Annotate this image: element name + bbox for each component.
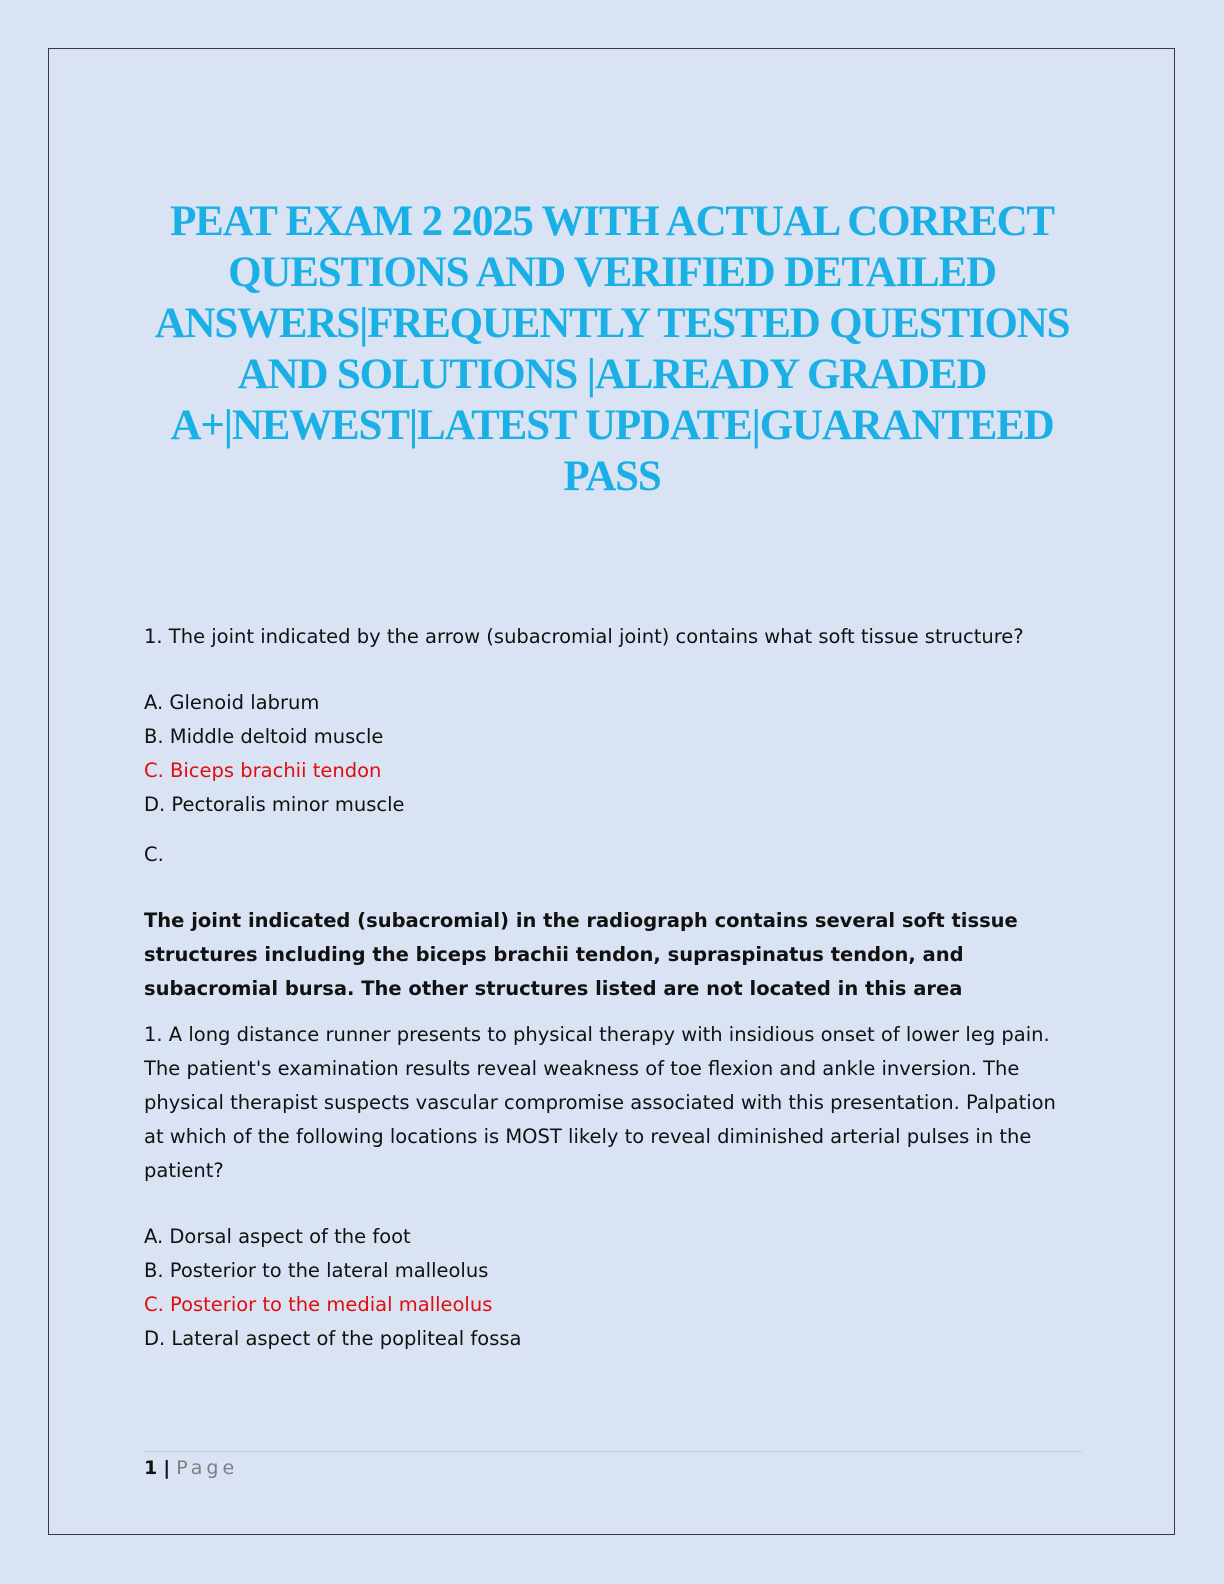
page-number: 1 (144, 1457, 158, 1479)
footer-divider (144, 1451, 1082, 1452)
page-label: Page (176, 1457, 239, 1479)
page-footer (144, 1454, 238, 1482)
question-2-options (144, 1220, 1084, 1356)
question-1 (144, 620, 1084, 1006)
question-1-option-b: B. Middle deltoid muscle (144, 725, 384, 748)
footer-separator: | (163, 1457, 171, 1479)
document-title: PEAT EXAM 2 2025 WITH ACTUAL CORRECT QUESTIONS AND VERIFIED DETAILED ANSWERS|FREQUENTLY TESTED QUESTIONS AND SOLUTIONS |ALREADY GRADED A+|NEWEST|LATEST UPDATE|GUARANTEED PASS (154, 198, 1070, 500)
question-1-option-d: D. Pectoralis minor muscle (144, 793, 405, 816)
question-2-option-a: A. Dorsal aspect of the foot (144, 1225, 411, 1248)
document-body (144, 620, 1084, 1356)
question-1-option-c-correct: C. Biceps brachii tendon (144, 759, 382, 782)
question-1-option-a: A. Glenoid labrum (144, 691, 320, 714)
question-2-option-d: D. Lateral aspect of the popliteal fossa (144, 1327, 522, 1350)
question-1-explanation: The joint indicated (subacromial) in the radiograph contains several soft tissue structures including the biceps brachii tendon, supraspinatus tendon, and subacromial bursa. The other structures listed are not located in this area (144, 909, 1018, 1000)
question-2-option-c-correct: C. Posterior to the medial malleolus (144, 1293, 493, 1316)
question-1-answer: C. (144, 843, 164, 866)
question-1-text: 1. The joint indicated by the arrow (subacromial joint) contains what soft tissue structure? (144, 625, 1024, 648)
question-1-options (144, 686, 1084, 822)
question-2-option-b: B. Posterior to the lateral malleolus (144, 1259, 489, 1282)
question-2 (144, 1018, 1084, 1356)
question-2-text: 1. A long distance runner presents to physical therapy with insidious onset of lower leg pain. The patient's examination results reveal weakness of toe flexion and ankle inversion. The physical therapist suspects vascular compromise associated with this presentation. Palpation at which of the following locations is MOST likely to reveal diminished arterial pulses in the patient? (144, 1023, 1056, 1182)
